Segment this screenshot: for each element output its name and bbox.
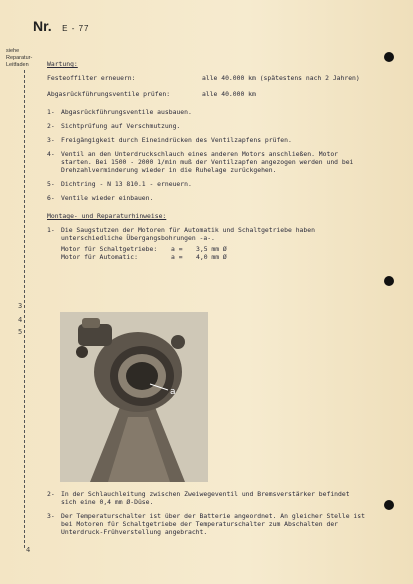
side-label-line: siehe <box>6 48 20 54</box>
punch-hole <box>384 276 394 286</box>
margin-note: 5 <box>18 328 23 336</box>
montage-step <box>47 512 367 536</box>
filter-row <box>47 74 367 82</box>
step-number: 4- <box>47 150 55 158</box>
spec-value: 3,5 mm Ø <box>196 245 227 253</box>
step-text: In der Schlauchleitung zwischen Zweiwegeventil und Bremsverstärker befindet sich eine 0,4 mm Ø-Düse. <box>61 490 350 506</box>
side-label-line: Leitfaden <box>6 62 29 68</box>
margin-note: 3 <box>18 302 23 310</box>
step-number: 1- <box>47 226 55 234</box>
step-number: 2- <box>47 490 55 498</box>
spec-row <box>61 253 367 261</box>
margin-note: 4 <box>18 316 23 324</box>
punch-hole <box>384 500 394 510</box>
wartung-step <box>47 108 367 116</box>
step-text: Der Temperaturschalter ist über der Batterie angeordnet. An gleicher Stelle ist bei Motoren für Schaltgetriebe der Temperaturschalter zum Abschalten der Unterdruck-Frühverstellung angebracht. <box>61 512 365 536</box>
nr-value: E - 77 <box>62 24 90 33</box>
step-text: Die Saugstutzen der Motoren für Automatik und Schaltgetriebe haben unterschiedliche Übergangsbohrungen -a-. <box>61 226 315 242</box>
wartung-step <box>47 150 367 174</box>
document-body <box>47 60 367 261</box>
montage-step <box>47 226 367 242</box>
step-text: Freigängigkeit durch Eineindrücken des Ventilzapfens prüfen. <box>61 136 292 144</box>
wartung-step <box>47 180 367 188</box>
montage-step <box>47 490 367 506</box>
nr-label: Nr. <box>33 18 52 34</box>
margin-rule <box>24 70 25 548</box>
document-number <box>33 18 89 36</box>
step-number: 2- <box>47 122 55 130</box>
spec-var: a = <box>171 253 183 261</box>
step-number: 3- <box>47 512 55 520</box>
step-text: Sichtprüfung auf Verschmutzung. <box>61 122 181 130</box>
side-label-line: Reparatur- <box>6 55 33 61</box>
spec-var: a = <box>171 245 183 253</box>
punch-hole <box>384 52 394 62</box>
montage-heading: Montage- und Reparaturhinweise: <box>47 212 167 220</box>
spec-value: 4,0 mm Ø <box>196 253 227 261</box>
step-text: Dichtring - N 13 810.1 - erneuern. <box>61 180 192 188</box>
wartung-step <box>47 194 367 202</box>
valve-photo <box>60 312 208 482</box>
filter-value: alle 40.000 km (spätestens nach 2 Jahren) <box>202 74 360 82</box>
valve-row <box>47 90 367 98</box>
step-number: 6- <box>47 194 55 202</box>
step-text: Abgasrückführungsventile ausbauen. <box>61 108 192 116</box>
valve-label: Abgasrückführungsventile prüfen: <box>47 90 171 98</box>
spec-label: Motor für Schaltgetriebe: <box>61 245 158 253</box>
step-number: 1- <box>47 108 55 116</box>
step-number: 3- <box>47 136 55 144</box>
step-text: Ventile wieder einbauen. <box>61 194 154 202</box>
valve-value: alle 40.000 km <box>202 90 256 98</box>
spec-label: Motor für Automatic: <box>61 253 138 261</box>
document-body-lower <box>47 490 367 542</box>
wartung-step <box>47 136 367 144</box>
filter-label: Festeoffilter erneuern: <box>47 74 136 82</box>
step-text: Ventil an den Unterdruckschlauch eines anderen Motors anschließen. Motor starten. Bei 1500 - 2000 1/min muß der Ventilzapfen angezogen werden und bei Drehzahlverminderung wieder in die Ruhelage zurückgehen. <box>61 150 354 174</box>
page-number: 4 <box>26 546 31 554</box>
step-number: 5- <box>47 180 55 188</box>
wartung-step <box>47 122 367 130</box>
valve-photo-graphic <box>60 312 208 482</box>
spec-row <box>61 245 367 253</box>
side-reference-label <box>6 48 38 69</box>
wartung-heading: Wartung: <box>47 60 78 68</box>
photo-callout: a <box>170 387 176 397</box>
